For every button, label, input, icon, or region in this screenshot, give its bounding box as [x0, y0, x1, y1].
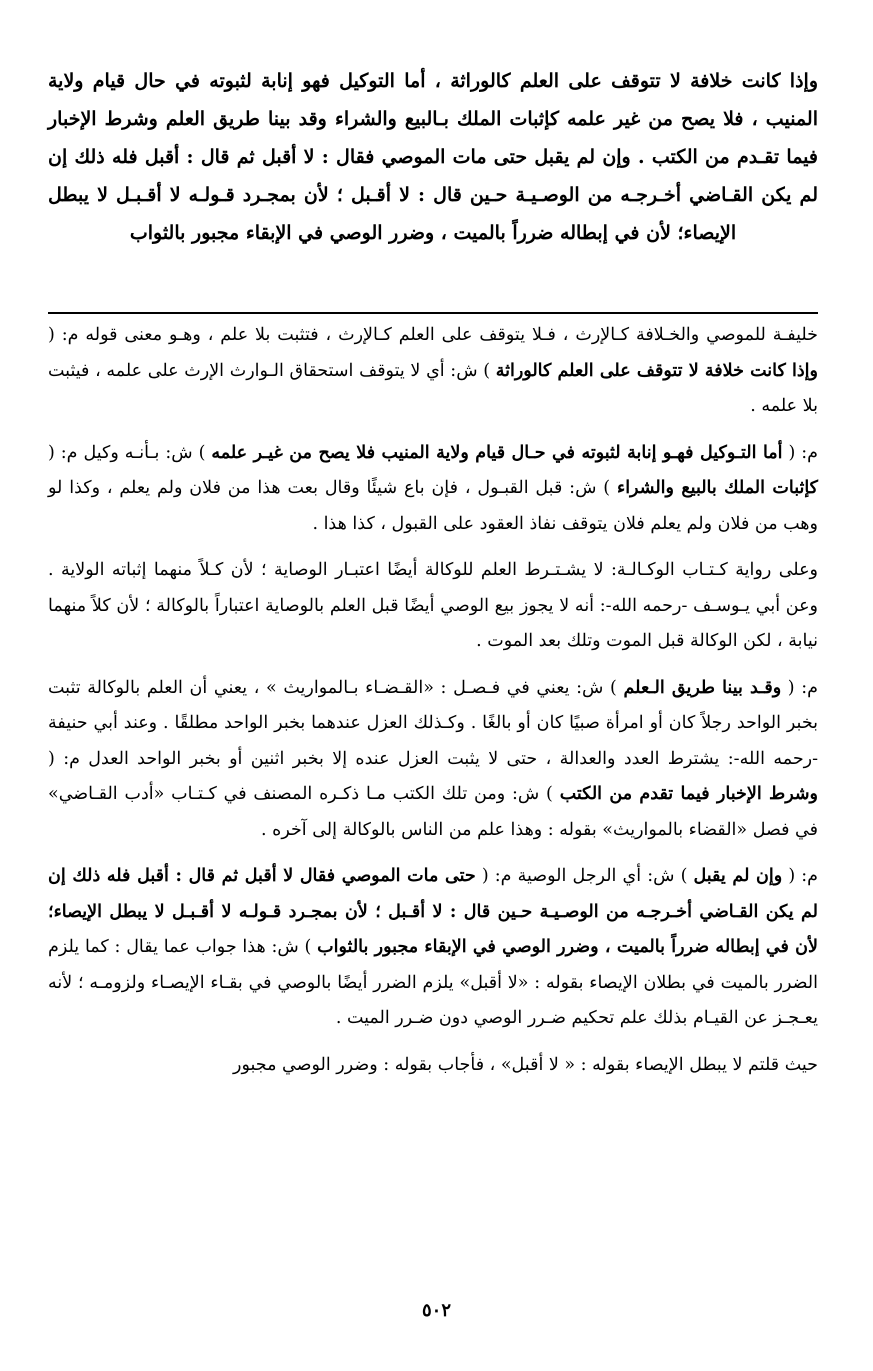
matn-quote: أما التـوكيل فهـو إنابة لثبوته في حـال قيام ولاية المنيب فلا يصح من غيـر علمه [211, 442, 783, 463]
matn-quote: كإثبات الملك بالبيع والشراء [616, 478, 819, 498]
sharh-text: خليفـة للموصي والخـلافة كـالإرث ، فـلا يتوقف على العلم كـالإرث ، فتثبت بلا علم ، وهـو معنى قوله م: ( [48, 325, 818, 345]
sharh-paragraph [48, 436, 818, 543]
sharh-text: ) ش: أي لا يتوقف استحقاق الـوارث الإرث على علمه ، فيثبت بلا علمه . [48, 360, 818, 416]
sharh-text: وعلى رواية كـتـاب الوكـالـة: لا يشـتـرط العلم للوكالة أيضًا اعتبـار الوصاية ؛ لأن كـلاً منهما إثباته الولاية . وعن أبي يـوسـف -رحمه الله-: أنه لا يجوز بيع الوصي أيضًا قبل العلم بالوصاية اعتباراً بالوكالة ؛ لأن كلاً منهما نيابة ، لكن الوكالة قبل الموت وتلك بعد الموت . [48, 560, 818, 651]
matn-quote: وقـد بينا طريق الـعلم [623, 677, 782, 698]
sharh-text: ) ش: بـأنـه وكيل م: ( [48, 442, 212, 463]
sharh-text: م: ( [782, 442, 819, 463]
page-number: ٥٠٢ [421, 1300, 451, 1321]
sharh-paragraph [48, 553, 818, 660]
matn-quote: وشرط الإخبار فيما تقدم من الكتب [559, 784, 818, 804]
sharh-text: ) ش: أي الرجل الوصية م: ( [475, 866, 694, 886]
sharh-text: م: ( [781, 677, 818, 698]
sharh-text: م: ( [782, 866, 819, 886]
matn-block [48, 62, 818, 252]
sharh-text: ) ش: يعني في فـصـل : «القـضـاء بـالمواريث » ، يعني أن العلم بالوكالة تثبت بخبر الواحد رجلاً كان أو امرأة صبيًا كان أو بالغًا . وكـذلك العزل عندهما بخبر الواحد مطلقًا . وعند أبي حنيفة -رحمه الله-: يشترط العدد والعدالة ، حتى لا يثبت العزل عنده إلا بخبر اثنين أو بخبر الواحد العدل م: ( [48, 677, 818, 769]
sharh-paragraph [48, 671, 818, 849]
sharh-text: ) ش: قبل القبـول ، فإن باع شيئًا وقال بعت هذا من فلان ولم يعلم ، وكذا لو وهب من فلان ولم يعلم فلان يتوقف نفاذ العقود على القبول ، كذا هذا . [48, 478, 818, 534]
sharh-paragraph [48, 1048, 818, 1084]
sharh-text: حيث قلتم لا يبطل الإيصاء بقوله : « لا أقبل» ، فأجاب بقوله : وضرر الوصي مجبور [233, 1054, 818, 1075]
matn-quote: وإذا كانت خلافة لا تتوقف على العلم كالوراثة [495, 360, 818, 381]
sharh-text: ) ش: ومن تلك الكتب مـا ذكـره المصنف في كـتـاب «أدب القـاضي» في فصل «القضاء بالمواريث» بقوله : وهذا علم من الناس بالوكالة إلى آخره . [48, 784, 818, 840]
matn-quote: حتى مات الموصي فقال لا أقبل ثم قال : أقبل فله ذلك إن لم يكن القـاضي أخـرجـه من الوصـيـة حـين قال : لا أقـبل ؛ لأن بمجـرد قـولـه لا أقـبـل لا يبطل الإيصاء؛ لأن في إبطاله ضرراً بالميت ، وضرر الوصي في الإبقاء مجبور بالثواب [48, 866, 818, 957]
divider-line [48, 312, 818, 314]
matn-quote: وإن لم يقبل [693, 866, 783, 886]
sharh-text: ) ش: هذا جواب عما يقال : كما يلزم الضرر بالميت في بطلان الإيصاء بقوله : «لا أقبل» يلزم الضرر أيضًا بالوصي في بقـاء الإيصـاء ولزومـه ؛ لأنه يعـجـز عن القيـام بذلك علم تحكيم ضـرر الوصي دون ضـرر الميت . [48, 937, 818, 1028]
sharh-paragraph [48, 318, 818, 425]
sharh-paragraph [48, 859, 818, 1037]
sharh-block [48, 318, 818, 1094]
matn-text: وإذا كانت خلافة لا تتوقف على العلم كالوراثة ، أما التوكيل فهو إنابة لثبوته في حال قيام ولاية المنيب ، فلا يصح من غير علمه كإثبات الملك بـالبيع والشراء وقد بينا طريق العلم وشرط الإخبار فيما تقـدم من الكتب . وإن لم يقبل حتى مات الموصي فقال : لا أقبل ثم قال : أقبل فله ذلك إن لم يكن القـاضي أخـرجـه من الوصـيـة حـين قال : لا أقـبل ؛ لأن بمجـرد قـولـه لا أقـبـل لا يبطل الإيصاء؛ لأن في إبطاله ضرراً بالميت ، وضرر الوصي في الإبقاء مجبور بالثواب [48, 70, 818, 244]
